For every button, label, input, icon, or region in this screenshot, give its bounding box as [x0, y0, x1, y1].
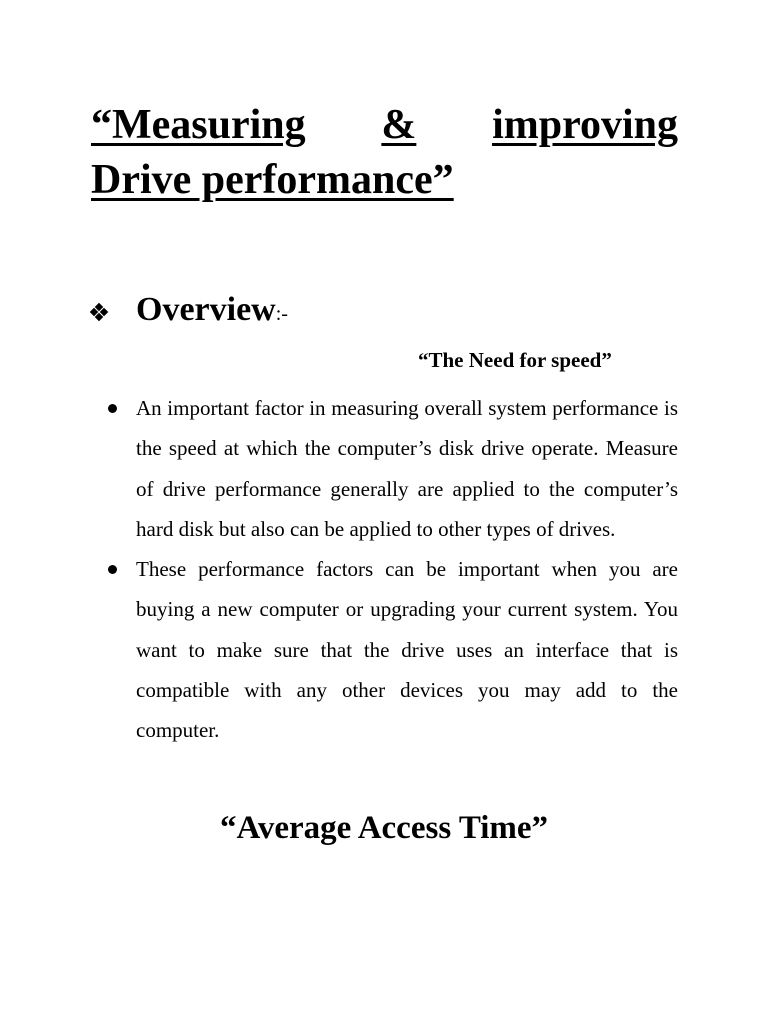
list-item	[108, 388, 678, 549]
overview-suffix: :-	[275, 302, 288, 325]
overview-heading-row	[91, 288, 288, 332]
diamond-bullet-icon	[91, 304, 107, 320]
title-word: “Measuring	[91, 102, 306, 148]
document-title	[91, 98, 678, 208]
bullet-list	[108, 388, 678, 751]
title-word: improving	[492, 102, 678, 148]
list-item	[108, 549, 678, 750]
bullet-dot-icon	[108, 404, 117, 413]
subtitle: “The Need for speed”	[418, 348, 612, 372]
title-word: &	[381, 102, 417, 148]
list-item-text: An important factor in measuring overall system performance is the speed at which the computer’s disk drive operate. Measure of drive performance generally are applied to the computer’s hard disk but also can be applied to other types of drives.	[136, 396, 678, 541]
section-heading: “Average Access Time”	[219, 810, 549, 846]
title-line-2: Drive performance”	[91, 157, 454, 203]
title-line-1	[91, 98, 678, 153]
overview-heading: Overview	[136, 291, 276, 328]
list-item-text: These performance factors can be important when you are buying a new computer or upgrading your current system. You want to make sure that the drive uses an interface that is compatible with any other devices you may add to the computer.	[136, 557, 678, 743]
bullet-dot-icon	[108, 565, 117, 574]
